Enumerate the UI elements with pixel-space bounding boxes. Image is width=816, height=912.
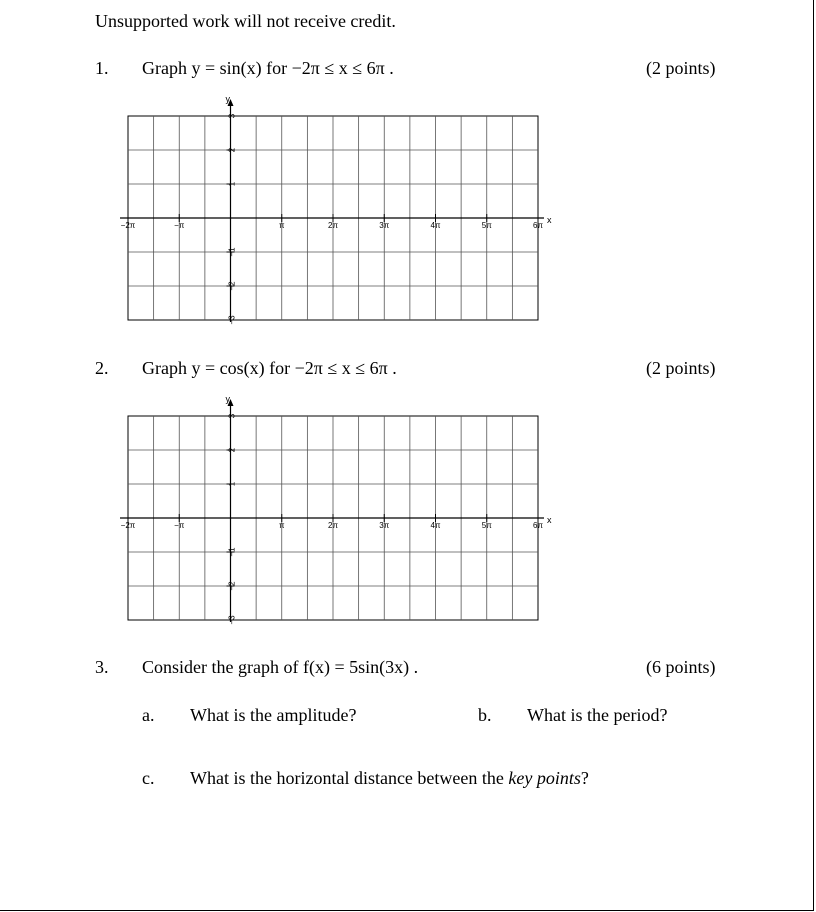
x-tick-label: 6π bbox=[533, 521, 543, 530]
x-tick-label: −2π bbox=[120, 521, 136, 530]
question-2-text: Graph y = cos(x) for −2π ≤ x ≤ 6π . bbox=[142, 358, 397, 378]
x-tick-label: π bbox=[278, 521, 285, 530]
part-c-text-italic: key points bbox=[508, 768, 581, 788]
part-c-text bbox=[190, 767, 589, 789]
y-tick-label: −2 bbox=[227, 581, 237, 591]
y-tick-label: 3 bbox=[227, 413, 237, 419]
part-b-label: b. bbox=[478, 705, 492, 725]
question-3-number: 3. bbox=[95, 657, 109, 677]
y-tick-label: 2 bbox=[227, 447, 237, 453]
part-a-text: What is the amplitude? bbox=[190, 705, 357, 725]
y-axis-label: y bbox=[225, 394, 230, 404]
x-tick-label: 2π bbox=[328, 221, 338, 230]
grid-svg bbox=[100, 388, 570, 638]
question-3-text: Consider the graph of f(x) = 5sin(3x) . bbox=[142, 657, 419, 677]
y-tick-label: −3 bbox=[227, 315, 237, 325]
x-tick-label: 4π bbox=[430, 221, 441, 230]
x-tick-label: −π bbox=[174, 521, 185, 530]
y-tick-label: −3 bbox=[227, 615, 237, 625]
x-tick-label: 3π bbox=[379, 221, 390, 230]
x-axis-label: x bbox=[547, 215, 552, 225]
y-tick-label: −2 bbox=[227, 281, 237, 291]
y-tick-label: 2 bbox=[227, 147, 237, 153]
x-tick-label: π bbox=[278, 221, 285, 230]
x-tick-label: 2π bbox=[328, 521, 338, 530]
question-2-number: 2. bbox=[95, 358, 109, 378]
y-tick-label: −1 bbox=[227, 247, 237, 257]
part-a-label: a. bbox=[142, 705, 155, 725]
part-b-text: What is the period? bbox=[527, 705, 668, 725]
question-2-points: (2 points) bbox=[646, 358, 716, 378]
y-axis-label: y bbox=[225, 94, 230, 104]
y-tick-label: 3 bbox=[227, 113, 237, 119]
y-tick-label: −1 bbox=[227, 547, 237, 557]
graph-grid-2 bbox=[100, 388, 570, 638]
instruction-text: Unsupported work will not receive credit. bbox=[95, 11, 396, 31]
y-tick-label: 1 bbox=[227, 181, 237, 187]
question-3-points: (6 points) bbox=[646, 657, 716, 677]
x-tick-label: 5π bbox=[481, 221, 492, 230]
x-tick-label: 6π bbox=[533, 221, 543, 230]
part-c-text-after: ? bbox=[580, 768, 589, 788]
x-tick-label: −2π bbox=[120, 221, 136, 230]
x-axis-label: x bbox=[547, 515, 552, 525]
question-1-number: 1. bbox=[95, 58, 109, 78]
question-1-text: Graph y = sin(x) for −2π ≤ x ≤ 6π . bbox=[142, 58, 394, 78]
y-tick-label: 1 bbox=[227, 481, 237, 487]
x-tick-label: 3π bbox=[379, 521, 390, 530]
question-1-points: (2 points) bbox=[646, 58, 716, 78]
graph-grid-1 bbox=[100, 88, 570, 338]
grid-svg bbox=[100, 88, 570, 338]
x-tick-label: −π bbox=[174, 221, 185, 230]
part-c-text-before: What is the horizontal distance between the bbox=[190, 768, 509, 788]
part-c-label: c. bbox=[142, 768, 155, 788]
x-tick-label: 4π bbox=[430, 521, 441, 530]
x-tick-label: 5π bbox=[481, 521, 492, 530]
